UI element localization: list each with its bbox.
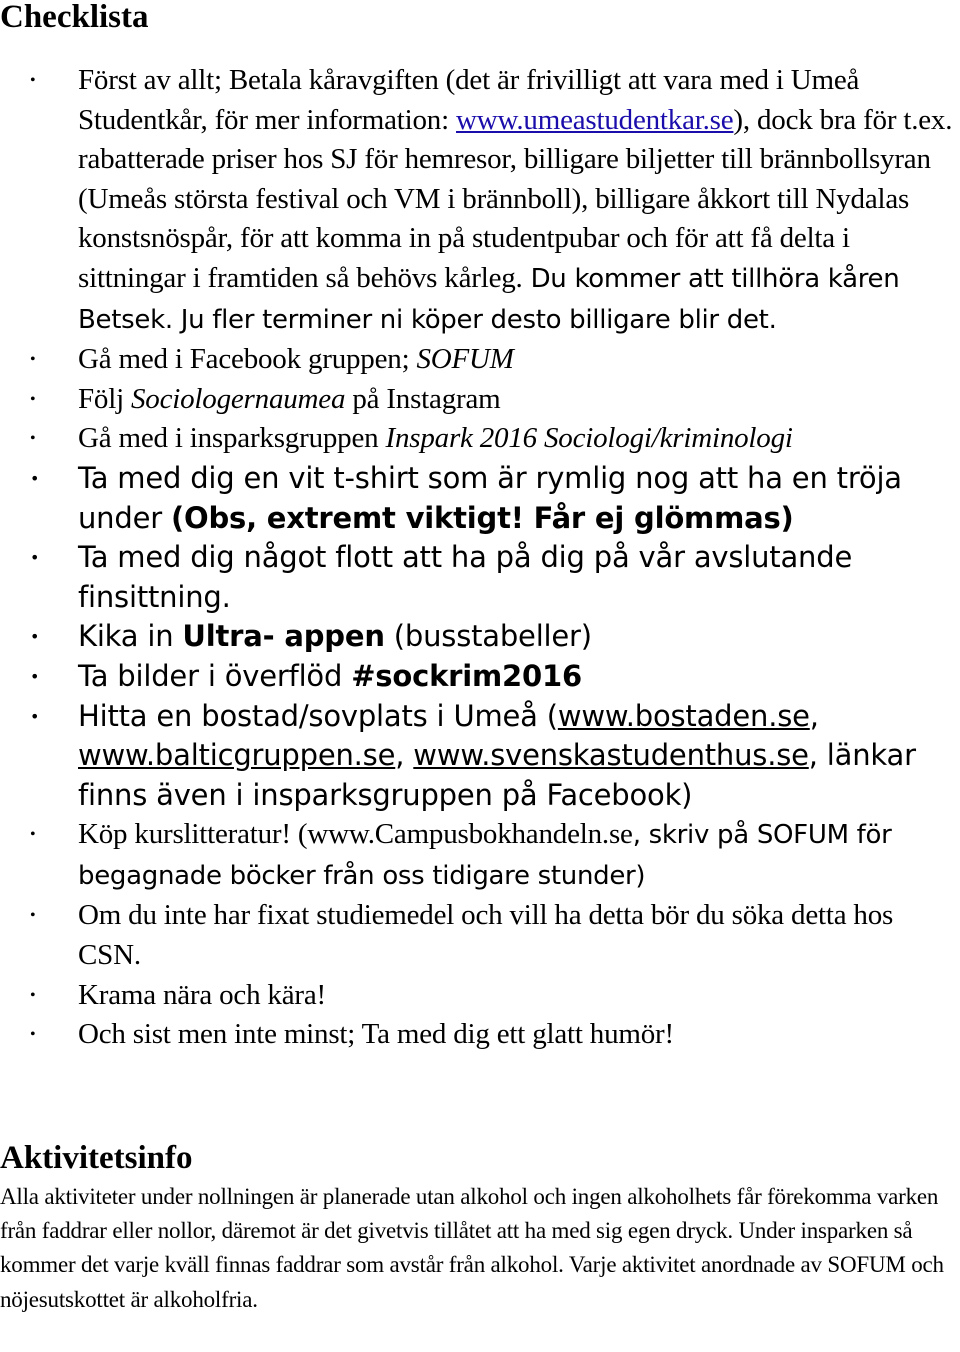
checklist-heading: Checklista [0, 0, 149, 35]
checklist-list [0, 61, 960, 1055]
item-emphasis: Sociologernaumea [131, 382, 346, 415]
item-text: , [809, 698, 819, 733]
item-strong: Ultra- appen [182, 619, 385, 654]
item-strong: (Obs, extremt viktigt! Får ej glömmas) [170, 500, 794, 535]
list-item [0, 815, 960, 896]
item-text: Köp kurslitteratur! (www.Campusbokhandeln.se [78, 818, 633, 851]
item-text: , [395, 738, 414, 773]
item-text: Ta med dig en vit t-shirt som är rymlig nog att ha en tröja under [78, 460, 902, 535]
item-text: , länkar finns även i insparksgruppen på Facebook) [78, 738, 916, 812]
bullet-icon: • [30, 390, 36, 408]
bostaden-link[interactable]: www.bostaden.se [557, 698, 810, 733]
aktivitetsinfo-paragraph: Alla aktiviteter under nollningen är planerade utan alkohol och ingen alkoholhets får förekomma varken från faddrar eller nollor, däremot är det givetvis tillåtet att ha med sig egen dryck. Under insparken så kommer det varje kväll finnas faddrar som avstår från alkohol. Varje aktivitet anordnade av SOFUM och nöjesutskottet är alkoholfria. [0, 1184, 944, 1312]
item-text: ), dock bra för t.ex. rabatterade priser hos SJ för hemresor, billigare biljetter till brännbollsyran (Umeås största festival och VM i brännboll), billigare åkkort till Nydalas konstsnöspår, för att komma in på studentpubar och för att få delta i sittningar i framtiden så behövs kårleg. [78, 103, 953, 294]
bullet-icon: • [30, 351, 36, 369]
list-item [0, 459, 960, 538]
item-text: Och sist men inte minst; Ta med dig ett glatt humör! [78, 1018, 674, 1051]
item-text: Gå med i Facebook gruppen; [78, 343, 417, 376]
item-emphasis: SOFUM [416, 343, 514, 376]
item-text: Gå med i insparksgruppen [78, 422, 386, 455]
list-item [0, 976, 960, 1016]
list-item [0, 538, 960, 617]
item-text: Först av allt; Betala kåravgiften (det är frivilligt att vara med i Umeå Studentkår, för mer information: [78, 64, 860, 136]
item-text: Du kommer att tillhöra kåren Betsek. Ju fler terminer ni köper desto billigare blir det. [78, 263, 900, 335]
item-text: Hitta en bostad/sovplats i Umeå ( [78, 698, 558, 733]
bullet-icon: • [30, 468, 40, 488]
bullet-icon: • [30, 706, 40, 726]
item-text: Krama nära och kära! [78, 978, 326, 1011]
list-item [0, 380, 960, 420]
bullet-icon: • [30, 986, 36, 1004]
item-text: på Instagram [345, 382, 501, 415]
aktivitetsinfo-heading: Aktivitetsinfo [0, 1140, 193, 1176]
umeastudentkar-link[interactable]: www.umeastudentkar.se [456, 103, 734, 136]
list-item [0, 1015, 960, 1055]
bullet-icon: • [30, 907, 36, 925]
bullet-icon: • [30, 72, 36, 89]
bullet-icon: • [30, 1026, 36, 1044]
list-item [0, 61, 960, 340]
item-emphasis: Inspark 2016 Sociologi/kriminologi [385, 422, 793, 455]
bullet-icon: • [30, 548, 40, 568]
bullet-icon: • [30, 666, 40, 686]
item-text: , skriv på SOFUM för begagnade böcker från oss tidigare stunder) [78, 820, 892, 891]
bullet-icon: • [30, 430, 36, 448]
item-text: (busstabeller) [384, 619, 592, 654]
balticgruppen-link[interactable]: www.balticgruppen.se [78, 738, 396, 773]
bullet-icon: • [30, 627, 40, 647]
item-text: Följ [78, 382, 131, 415]
bullet-icon: • [30, 826, 36, 844]
item-text: Ta bilder i överflöd [78, 658, 352, 693]
list-item [0, 340, 960, 380]
list-item [0, 697, 960, 816]
svenskastudenthus-link[interactable]: www.svenskastudenthus.se [413, 738, 809, 773]
list-item [0, 617, 960, 657]
list-item [0, 419, 960, 459]
item-text: Om du inte har fixat studiemedel och vill ha detta bör du söka detta hos CSN. [78, 899, 894, 972]
list-item [0, 657, 960, 697]
list-item [0, 896, 960, 975]
item-strong: #sockrim2016 [351, 658, 582, 693]
item-text: Kika in [78, 619, 183, 654]
item-text: Ta med dig något flott att ha på dig på vår avslutande finsittning. [78, 540, 853, 614]
